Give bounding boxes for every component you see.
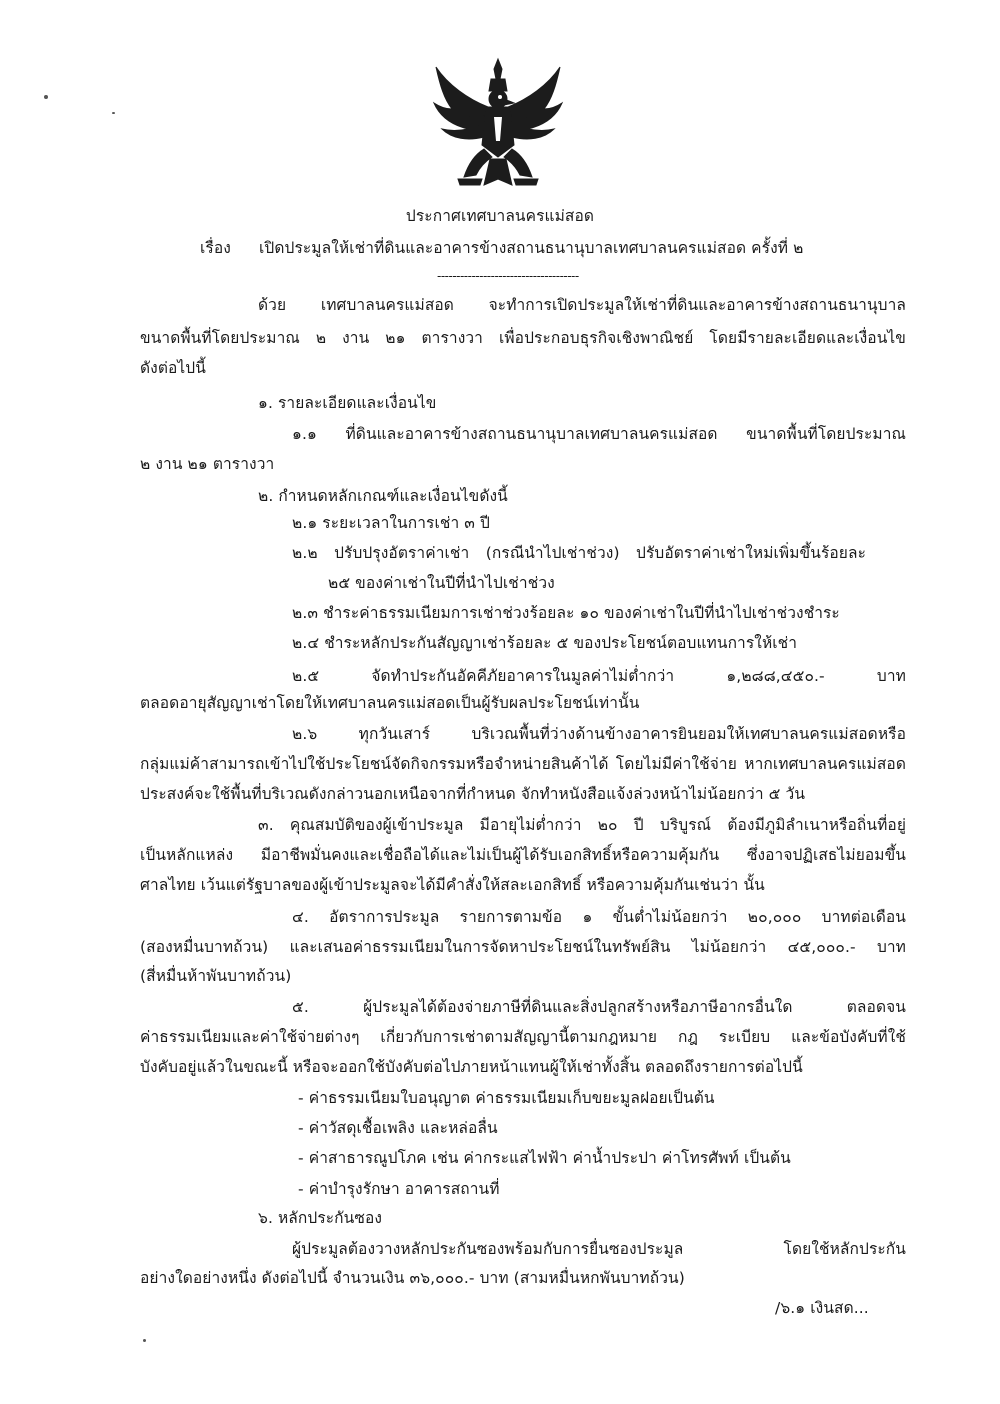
intro-line-2: ขนาดพื้นที่โดยประมาณ ๒ งาน ๒๑ ตารางวา เพื่อประกอบธุรกิจเชิงพาณิชย์ โดยมีรายละเอียดและเงื่อนไข bbox=[140, 329, 906, 347]
section-2-2-line-1: ๒.๒ ปรับปรุงอัตราค่าเช่า (กรณีนำไปเช่าช่วง) ปรับอัตราค่าเช่าใหม่เพิ่มขึ้นร้อยละ bbox=[292, 544, 866, 562]
announcement-title: ประกาศเทศบาลนครแม่สอด bbox=[405, 207, 595, 225]
section-2-4: ๒.๔ ชำระหลักประกันสัญญาเช่าร้อยละ ๕ ของประโยชน์ตอบแทนการให้เช่า bbox=[292, 634, 798, 652]
section-1-1-line-2: ๒ งาน ๒๑ ตารางวา bbox=[140, 455, 275, 473]
section-2-6-line-1: ๒.๖ ทุกวันเสาร์ บริเวณพื้นที่ว่างด้านข้างอาคารยินยอมให้เทศบาลนครแม่สอดหรือ bbox=[292, 725, 906, 743]
section-5-bullet-2: - ค่าวัสดุเชื้อเพลิง และหล่อลื่น bbox=[298, 1119, 498, 1137]
section-6-line-2: อย่างใดอย่างหนึ่ง ดังต่อไปนี้ จำนวนเงิน ๓๖,๐๐๐.- บาท (สามหมื่นหกพันบาทถ้วน) bbox=[140, 1269, 685, 1287]
garuda-emblem-icon bbox=[428, 55, 568, 195]
scan-speck bbox=[112, 112, 115, 114]
section-2-6-line-3: ประสงค์จะใช้พื้นที่บริเวณดังกล่าวนอกเหนือจากที่กำหนด จักทำหนังสือแจ้งล่วงหน้าไม่น้อยกว่า ๕ วัน bbox=[140, 785, 806, 803]
section-5-line-2: ค่าธรรมเนียมและค่าใช้จ่ายต่างๆ เกี่ยวกับการเช่าตามสัญญานี้ตามกฎหมาย กฎ ระเบียบ และข้อบังคับที่ใช้ bbox=[140, 1028, 906, 1046]
section-3-line-3: ศาลไทย เว้นแต่รัฐบาลของผู้เข้าประมูลจะได้มีคำสั่งให้สละเอกสิทธิ์ หรือความคุ้มกันเช่นว่า นั้น bbox=[140, 876, 765, 894]
section-3-line-2: เป็นหลักแหล่ง มีอาชีพมั่นคงและเชื่อถือได้และไม่เป็นผู้ได้รับเอกสิทธิ์หรือความคุ้มกัน ซึ่งอาจปฏิเสธไม่ยอมขึ้น bbox=[140, 846, 906, 864]
section-2-1: ๒.๑ ระยะเวลาในการเช่า ๓ ปี bbox=[292, 514, 490, 532]
section-5-bullet-4: - ค่าบำรุงรักษา อาคารสถานที่ bbox=[298, 1180, 500, 1198]
intro-line-3: ดังต่อไปนี้ bbox=[140, 359, 206, 377]
section-2-5-line-1: ๒.๕ จัดทำประกันอัคคีภัยอาคารในมูลค่าไม่ต่ำกว่า ๑,๒๘๘,๔๕๐.- บาท bbox=[292, 667, 906, 685]
section-1-1-line-1: ๑.๑ ที่ดินและอาคารข้างสถานธนานุบาลเทศบาลนครแม่สอด ขนาดพื้นที่โดยประมาณ bbox=[292, 425, 906, 443]
section-4-line-3: (สี่หมื่นห้าพันบาทถ้วน) bbox=[140, 967, 292, 985]
section-5-bullet-1: - ค่าธรรมเนียมใบอนุญาต ค่าธรรมเนียมเก็บขยะมูลฝอยเป็นต้น bbox=[298, 1089, 715, 1107]
section-2-heading: ๒. กำหนดหลักเกณฑ์และเงื่อนไขดังนี้ bbox=[258, 487, 508, 505]
section-6-line-1: ผู้ประมูลต้องวางหลักประกันซองพร้อมกับการยื่นซองประมูล โดยใช้หลักประกัน bbox=[292, 1240, 906, 1258]
section-2-5-line-2: ตลอดอายุสัญญาเช่าโดยให้เทศบาลนครแม่สอดเป็นผู้รับผลประโยชน์เท่านั้น bbox=[140, 694, 640, 712]
section-3-line-1: ๓. คุณสมบัติของผู้เข้าประมูล มีอายุไม่ต่ำกว่า ๒๐ ปี บริบูรณ์ ต้องมีภูมิลำเนาหรือถิ่นที่อยู่ bbox=[258, 816, 906, 834]
scan-speck bbox=[44, 95, 48, 99]
section-2-3: ๒.๓ ชำระค่าธรรมเนียมการเช่าช่วงร้อยละ ๑๐ ของค่าเช่าในปีที่นำไปเช่าช่วงชำระ bbox=[292, 604, 840, 622]
section-5-line-3: บังคับอยู่แล้วในขณะนี้ หรือจะออกใช้บังคับต่อไปภายหน้าแทนผู้ให้เช่าทั้งสิ้น ตลอดถึงรายการต่อไปนี้ bbox=[140, 1058, 803, 1076]
section-5-line-1: ๕. ผู้ประมูลได้ต้องจ่ายภาษีที่ดินและสิ่งปลูกสร้างหรือภาษีอากรอื่นใด ตลอดจน bbox=[292, 998, 906, 1016]
section-5-bullet-3: - ค่าสาธารณูปโภค เช่น ค่ากระแสไฟฟ้า ค่าน้ำประปา ค่าโทรศัพท์ เป็นต้น bbox=[298, 1149, 791, 1167]
scan-speck bbox=[143, 1339, 146, 1342]
header-divider: ------------------------------------- bbox=[437, 269, 579, 283]
page-continuation: /๖.๑ เงินสด... bbox=[775, 1299, 869, 1317]
subject-label: เรื่อง bbox=[200, 239, 231, 257]
section-4-line-1: ๔. อัตราการประมูล รายการตามข้อ ๑ ขั้นต่ำไม่น้อยกว่า ๒๐,๐๐๐ บาทต่อเดือน bbox=[292, 908, 906, 926]
intro-line-1: ด้วย เทศบาลนครแม่สอด จะทำการเปิดประมูลให้เช่าที่ดินและอาคารข้างสถานธนานุบาล bbox=[258, 296, 906, 314]
section-6-heading: ๖. หลักประกันซอง bbox=[258, 1209, 383, 1227]
subject-title: เปิดประมูลให้เช่าที่ดินและอาคารข้างสถานธนานุบาลเทศบาลนครแม่สอด ครั้งที่ ๒ bbox=[259, 239, 804, 257]
section-2-2-line-2: ๒๕ ของค่าเช่าในปีที่นำไปเช่าช่วง bbox=[328, 574, 555, 592]
section-2-6-line-2: กลุ่มแม่ค้าสามารถเข้าไปใช้ประโยชน์จัดกิจกรรมหรือจำหน่ายสินค้าได้ โดยไม่มีค่าใช้จ่าย หากเทศบาลนครแม่สอด bbox=[140, 755, 906, 773]
section-4-line-2: (สองหมื่นบาทถ้วน) และเสนอค่าธรรมเนียมในการจัดหาประโยชน์ในทรัพย์สิน ไม่น้อยกว่า ๔๕,๐๐๐.- บาท bbox=[140, 938, 906, 956]
section-1-heading: ๑. รายละเอียดและเงื่อนไข bbox=[258, 394, 437, 412]
